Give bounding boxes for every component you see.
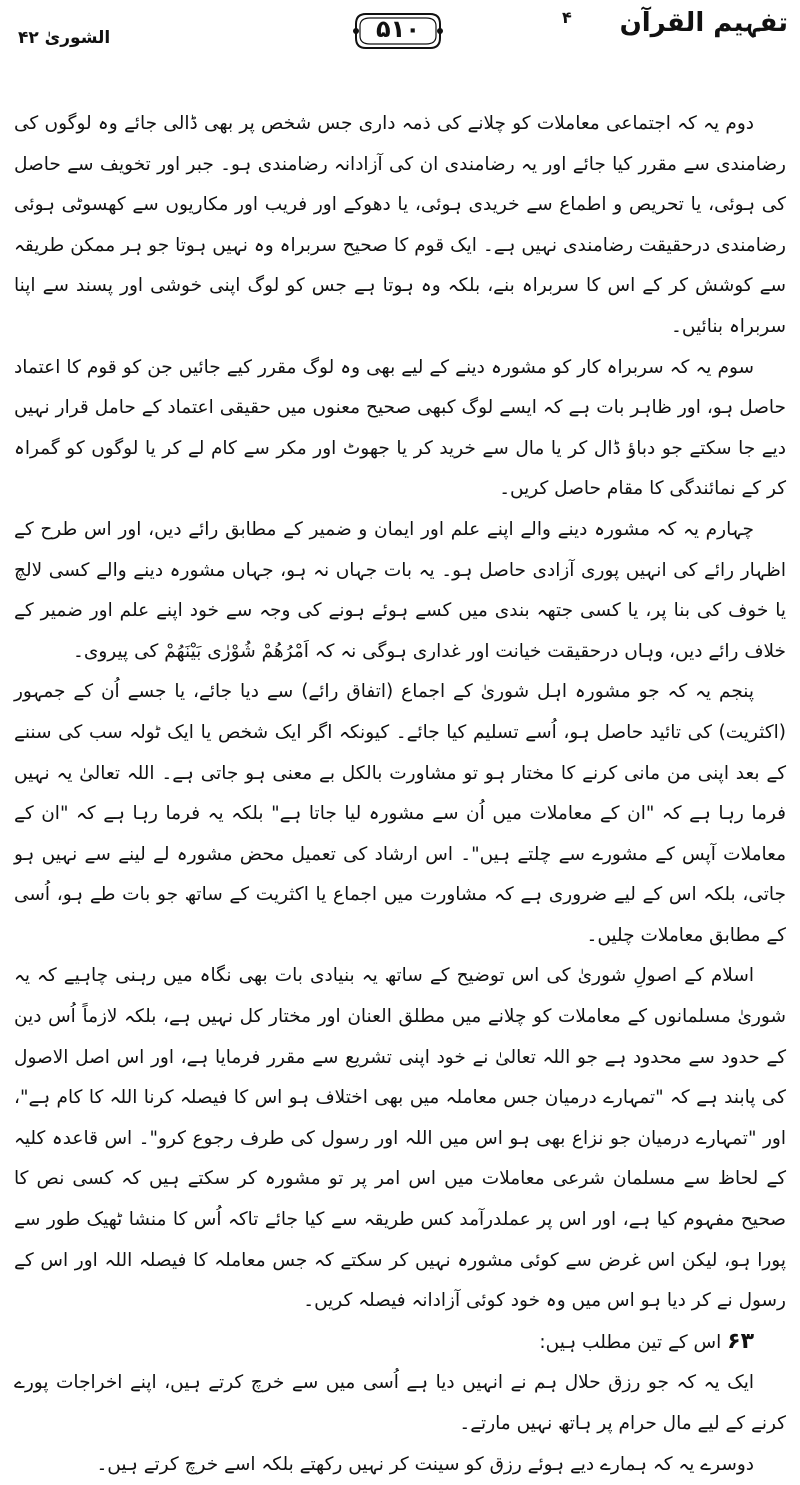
page-number-ornament bbox=[352, 10, 444, 52]
paragraph-panjum: پنجم یہ کہ جو مشورہ اہل شوریٰ کے اجماع (اتفاق رائے) سے دیا جائے، یا جسے اُن کے جمہور (اکثریت) کی تائید حاصل ہو، اُسے تسلیم کیا جائے۔ کیونکہ اگر ایک شخص یا ایک ٹولہ سب کی سننے کے بعد اپنی من مانی کرنے کا مختار ہو تو مشاورت بالکل بے معنی ہو جاتی ہے۔ اللہ تعالیٰ یہ نہیں فرما رہا ہے کہ "ان کے معاملات میں اُن سے مشورہ لیا جاتا ہے" بلکہ یہ فرما رہا ہے کہ "ان کے معاملات آپس کے مشورے سے چلتے ہیں"۔ اس ارشاد کی تعمیل محض مشورہ لے لینے سے نہیں ہو جاتی، بلکہ اس کے لیے ضروری ہے کہ مشاورت میں اجماع یا اکثریت کے ساتھ جو بات طے ہو، اُسی کے مطابق معاملات چلیں۔ bbox=[14, 681, 786, 946]
volume-number: ۴ bbox=[562, 8, 572, 27]
book-title: تفہیم القرآن bbox=[619, 8, 788, 38]
footnote-heading bbox=[14, 1322, 786, 1364]
footnote-intro: اس کے تین مطلب ہیں: bbox=[539, 1331, 722, 1353]
footnote-item: ایک یہ کہ جو رزق حلال ہم نے انہیں دیا ہے اُسی میں سے خرچ کرتے ہیں، اپنے اخراجات پورے کرنے کے لیے مال حرام پر ہاتھ نہیں مارتے۔ bbox=[14, 1372, 786, 1434]
footnote-item: دوسرے یہ کہ ہمارے دیے ہوئے رزق کو سینت کر نہیں رکھتے بلکہ اسے خرچ کرتے ہیں۔ bbox=[96, 1453, 754, 1475]
page-number: ۵۱۰ bbox=[376, 15, 420, 43]
page-header bbox=[0, 0, 800, 64]
paragraph-som: سوم یہ کہ سربراہ کار کو مشورہ دینے کے لیے بھی وہ لوگ مقرر کیے جائیں جن کو قوم کا اعتماد حاصل ہو، اور ظاہر بات ہے کہ ایسے لوگ کبھی صحیح معنوں میں حقیقی اعتماد کے حامل قرار نہیں دیے جا سکتے جو دباؤ ڈال کر یا مال سے خرید کر یا جھوٹ اور مکر سے کام لے کر یا لوگوں کو گمراہ کر کے نمائندگی کا مقام حاصل کریں۔ bbox=[14, 356, 786, 500]
footnote-number: ۶۳ bbox=[727, 1328, 754, 1354]
surah-reference: الشوریٰ ۴۲ bbox=[18, 28, 111, 48]
page-body bbox=[14, 104, 786, 1485]
paragraph-dom: دوم یہ کہ اجتماعی معاملات کو چلانے کی ذمہ داری جس شخص پر بھی ڈالی جائے وہ لوگوں کی رضامندی سے مقرر کیا جائے اور یہ رضامندی ان کی آزادانہ رضامندی ہو۔ جبر اور تخویف سے حاصل کی ہوئی، یا تحریص و اطماع سے خریدی ہوئی، یا دھوکے اور فریب اور مکاریوں سے کھسوٹی ہوئی رضامندی درحقیقت رضامندی نہیں ہے۔ ایک قوم کا صحیح سربراہ وہ نہیں ہوتا جو ہر ممکن طریقہ سے کوشش کر کے اس کا سربراہ بنے، بلکہ وہ ہوتا ہے جس کو لوگ اپنی خوشی اور پسند سے اپنا سربراہ بنائیں۔ bbox=[14, 113, 786, 337]
paragraph-shura-principle: اسلام کے اصولِ شوریٰ کی اس توضیح کے ساتھ یہ بنیادی بات بھی نگاہ میں رہنی چاہیے کہ یہ شوریٰ مسلمانوں کے معاملات کو چلانے میں مطلق العنان اور مختار کل نہیں ہے، بلکہ لازماً اُس دین کے حدود سے محدود ہے جو اللہ تعالیٰ نے خود اپنی تشریع سے مقرر فرمایا ہے، اور اس اصل الاصول کی پابند ہے کہ "تمہارے درمیان جس معاملہ میں بھی اختلاف ہو اس کا فیصلہ کرنا اللہ کا کام ہے"، اور "تمہارے درمیان جو نزاع بھی ہو اس میں اللہ اور رسول کی طرف رجوع کرو"۔ اس قاعدہ کلیہ کے لحاظ سے مسلمان شرعی معاملات میں اس امر پر تو مشورہ کر سکتے ہیں کہ کسی نص کا صحیح مفہوم کیا ہے، اور اس پر عملدرآمد کس طریقہ سے کیا جائے تاکہ اُس کا منشا ٹھیک طور سے پورا ہو، لیکن اس غرض سے کوئی مشورہ نہیں کر سکتے کہ جس معاملہ کا فیصلہ اللہ اور اس کے رسول نے کر دیا ہو اس میں وہ خود کوئی آزادانہ فیصلہ کریں۔ bbox=[14, 965, 786, 1312]
paragraph-chaharum: چہارم یہ کہ مشورہ دینے والے اپنے علم اور ایمان و ضمیر کے مطابق رائے دیں، اور اس طرح کے اظہار رائے کی انہیں پوری آزادی حاصل ہو۔ یہ بات جہاں نہ ہو، جہاں مشورہ دینے والے کسی لالچ یا خوف کی بنا پر، یا کسی جتھہ بندی میں کسے ہوئے ہونے کی وجہ سے خود اپنے علم اور ضمیر کے خلاف رائے دیں، وہاں درحقیقت خیانت اور غداری ہوگی نہ کہ اَمْرُهُمْ شُوْرٰى بَيْنَهُمْ کی پیروی۔ bbox=[14, 518, 786, 662]
